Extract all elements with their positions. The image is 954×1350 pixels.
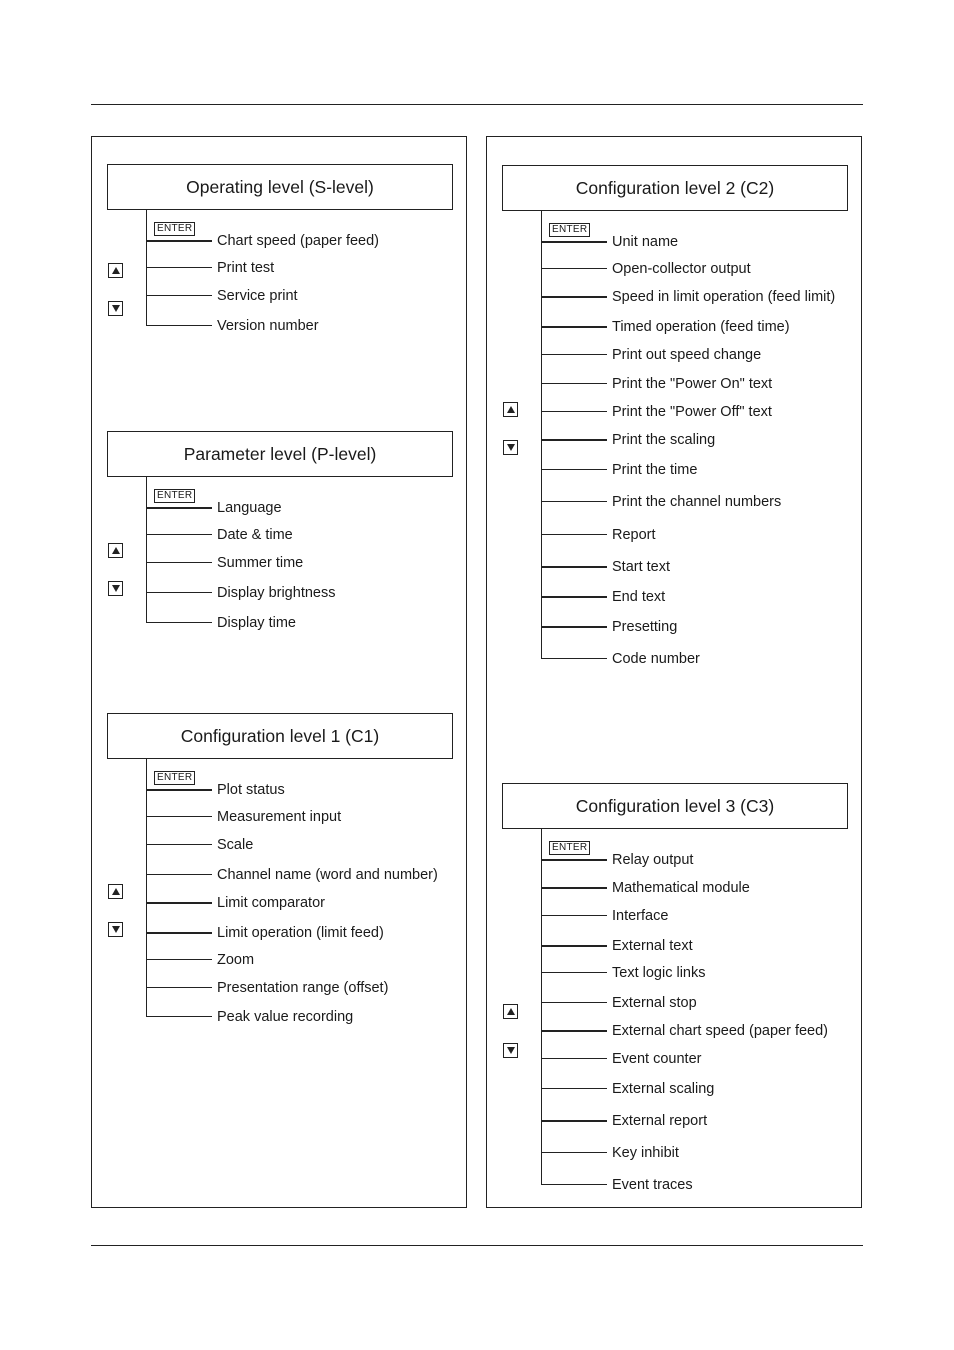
tree-branch-line (542, 972, 607, 973)
menu-item: External stop (612, 995, 697, 1011)
level-heading: Operating level (S-level) (107, 164, 453, 210)
tree-branch-line (147, 987, 212, 988)
down-arrow-key-icon (503, 1043, 518, 1058)
menu-item: Print the time (612, 462, 698, 478)
tree-branch-line (147, 789, 212, 791)
tree-trunk-line (541, 829, 542, 1185)
menu-item: Print the channel numbers (612, 494, 782, 510)
menu-item: Channel name (word and number) (217, 867, 438, 883)
menu-item: Key inhibit (612, 1145, 679, 1161)
menu-item: Unit name (612, 234, 679, 250)
menu-item: External chart speed (paper feed) (612, 1023, 829, 1039)
menu-item: Text logic links (612, 965, 706, 981)
tree-branch-line (542, 439, 607, 441)
down-arrow-key-icon (108, 301, 123, 316)
tree-trunk-line (146, 759, 147, 1017)
tree-branch-line (147, 240, 212, 242)
tree-branch-line (147, 622, 212, 623)
menu-item: Chart speed (paper feed) (217, 233, 380, 249)
menu-item: Report (612, 527, 656, 543)
tree-branch-line (147, 874, 212, 875)
menu-item: Event traces (612, 1177, 693, 1193)
down-arrow-key-icon (108, 922, 123, 937)
menu-item: Service print (217, 288, 298, 304)
enter-key-icon: ENTER (154, 489, 195, 503)
level-heading: Configuration level 2 (C2) (502, 165, 848, 211)
tree-branch-line (147, 534, 212, 535)
tree-branch-line (147, 325, 212, 326)
menu-item: Timed operation (feed time) (612, 319, 790, 335)
tree-branch-line (542, 1088, 607, 1089)
menu-item: Relay output (612, 852, 694, 868)
tree-branch-line (542, 596, 607, 598)
menu-item: Print the "Power On" text (612, 376, 773, 392)
menu-item: End text (612, 589, 666, 605)
menu-item: Scale (217, 837, 254, 853)
tree-branch-line (542, 1058, 607, 1059)
down-arrow-key-icon (108, 581, 123, 596)
level-heading: Configuration level 1 (C1) (107, 713, 453, 759)
up-arrow-key-icon (108, 543, 123, 558)
menu-item: Limit comparator (217, 895, 325, 911)
menu-item: Event counter (612, 1051, 702, 1067)
menu-item: Interface (612, 908, 669, 924)
menu-item: Presetting (612, 619, 678, 635)
bottom-rule (91, 1245, 863, 1246)
tree-branch-line (542, 411, 607, 412)
menu-item: Start text (612, 559, 671, 575)
tree-branch-line (542, 268, 607, 269)
menu-item: Version number (217, 318, 319, 334)
menu-item: Mathematical module (612, 880, 750, 896)
tree-branch-line (542, 1002, 607, 1003)
tree-branch-line (542, 326, 607, 328)
tree-branch-line (542, 241, 607, 243)
menu-item: Display time (217, 615, 296, 631)
menu-item: Print test (217, 260, 275, 276)
top-rule (91, 104, 863, 105)
menu-item: Speed in limit operation (feed limit) (612, 289, 836, 305)
tree-branch-line (542, 354, 607, 355)
tree-branch-line (542, 296, 607, 298)
menu-item: Print out speed change (612, 347, 762, 363)
tree-branch-line (542, 658, 607, 659)
down-arrow-key-icon (503, 440, 518, 455)
tree-branch-line (542, 1184, 607, 1185)
menu-item: Display brightness (217, 585, 336, 601)
tree-branch-line (147, 959, 212, 960)
tree-branch-line (542, 501, 607, 502)
tree-branch-line (147, 932, 212, 934)
tree-branch-line (542, 915, 607, 916)
enter-key-icon: ENTER (154, 222, 195, 236)
tree-branch-line (542, 1030, 607, 1032)
up-arrow-key-icon (108, 263, 123, 278)
tree-branch-line (542, 534, 607, 535)
menu-item: Plot status (217, 782, 285, 798)
menu-item: Print the "Power Off" text (612, 404, 772, 420)
right-panel (486, 136, 862, 1208)
tree-branch-line (542, 945, 607, 947)
menu-item: Limit operation (limit feed) (217, 925, 384, 941)
tree-branch-line (147, 902, 212, 904)
enter-key-icon: ENTER (154, 771, 195, 785)
tree-branch-line (147, 295, 212, 296)
tree-trunk-line (146, 477, 147, 623)
tree-branch-line (147, 816, 212, 817)
tree-branch-line (147, 592, 212, 593)
level-heading: Parameter level (P-level) (107, 431, 453, 477)
menu-item: External text (612, 938, 693, 954)
tree-branch-line (147, 507, 212, 509)
menu-item: Peak value recording (217, 1009, 354, 1025)
tree-trunk-line (541, 211, 542, 659)
level-heading: Configuration level 3 (C3) (502, 783, 848, 829)
menu-item: Print the scaling (612, 432, 716, 448)
enter-key-icon: ENTER (549, 223, 590, 237)
menu-item: Language (217, 500, 282, 516)
tree-branch-line (542, 469, 607, 470)
left-panel (91, 136, 467, 1208)
tree-trunk-line (146, 210, 147, 326)
menu-item: Zoom (217, 952, 255, 968)
tree-branch-line (147, 267, 212, 268)
menu-item: Code number (612, 651, 700, 667)
menu-item: External scaling (612, 1081, 715, 1097)
menu-item: Date & time (217, 527, 293, 543)
menu-item: External report (612, 1113, 708, 1129)
enter-key-icon: ENTER (549, 841, 590, 855)
tree-branch-line (542, 1152, 607, 1153)
tree-branch-line (147, 562, 212, 563)
tree-branch-line (147, 844, 212, 845)
tree-branch-line (147, 1016, 212, 1017)
menu-item: Measurement input (217, 809, 342, 825)
menu-item: Summer time (217, 555, 304, 571)
up-arrow-key-icon (503, 402, 518, 417)
tree-branch-line (542, 383, 607, 384)
menu-item: Open-collector output (612, 261, 751, 277)
tree-branch-line (542, 859, 607, 861)
up-arrow-key-icon (108, 884, 123, 899)
up-arrow-key-icon (503, 1004, 518, 1019)
tree-branch-line (542, 1120, 607, 1122)
tree-branch-line (542, 887, 607, 889)
menu-item: Presentation range (offset) (217, 980, 389, 996)
tree-branch-line (542, 626, 607, 628)
tree-branch-line (542, 566, 607, 568)
